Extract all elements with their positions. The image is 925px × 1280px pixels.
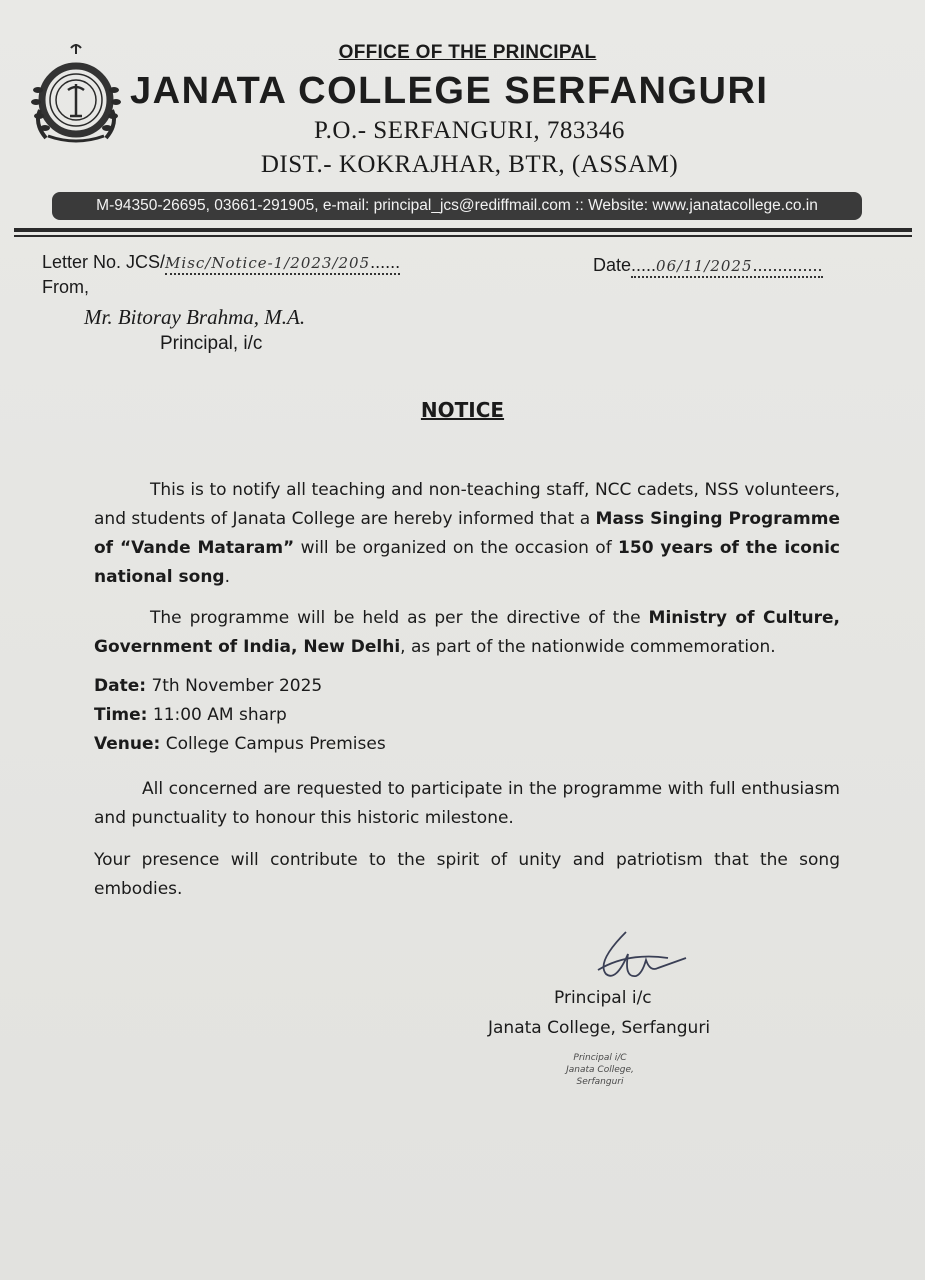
address-line-1: P.O.- SERFANGURI, 783346 [314,117,625,144]
sender-title: Principal, i/c [160,333,263,354]
letter-number-label: Letter No. JCS/ [42,252,166,272]
date-handwritten: 06/11/2025 [656,257,753,275]
event-time-value: 11:00 AM sharp [147,705,287,725]
from-label: From, [42,277,89,297]
event-date-value: 7th November 2025 [146,676,323,696]
paragraph-1 [94,476,840,592]
header-rule-thick [14,228,912,232]
date-label: Date [593,255,632,275]
event-venue-value: College Campus Premises [160,734,386,754]
signature-college: Janata College, Serfanguri [488,1018,711,1038]
college-name: JANATA COLLEGE SERFANGURI [130,70,769,112]
p2-bold-ministry: Ministry of Culture, Government of India, New Delhi [94,608,840,657]
p1-bold-programme: Mass Singing Programme of “Vande Mataram” [94,509,840,558]
header-rule-thin [14,235,912,237]
notice-title: NOTICE [420,398,505,422]
p1-text-a: This is to notify all teaching and non-teaching staff, NCC cadets, NSS volunteers, and students of Janata College are hereby informed that a [94,480,840,529]
p2-text-a: The programme will be held as per the directive of the [150,608,649,628]
paragraph-4: All concerned are requested to participate in the programme with full enthusiasm and punctuality to honour this historic milestone. [94,779,840,828]
event-venue-label: Venue: [94,734,161,754]
p1-bold-anniversary: 150 years of the iconic national song [94,538,840,587]
letter-number-handwritten: Misc/Notice-1/2023/205 [165,254,371,272]
p2-text-c: , as part of the nationwide commemoration. [400,637,776,657]
sender-name: Mr. Bitoray Brahma, M.A. [84,305,306,329]
event-venue [94,730,386,759]
stamp-line-1: Principal i/C [573,1053,627,1063]
office-heading: OFFICE OF THE PRINCIPAL [338,42,597,63]
official-stamp [540,1052,660,1088]
signature-role: Principal i/c [554,988,652,1008]
contact-bar: M-94350-26695, 03661-291905, e-mail: principal_jcs@rediffmail.com :: Website: www.janatacollege.co.in [52,192,862,220]
p1-text-c: will be organized on the occasion of [294,538,619,558]
letter-date: Date.....06/11/2025.............. [593,255,823,278]
paragraph-5: Your presence will contribute to the spirit of unity and patriotism that the song embodies. [94,850,840,899]
event-date [94,672,322,701]
stamp-line-2: Janata College, [566,1065,634,1075]
p1-text-e: . [224,567,231,587]
letter-number: Letter No. JCS/Misc/Notice-1/2023/205...... [42,252,400,275]
address-line-2: DIST.- KOKRAJHAR, BTR, (ASSAM) [260,151,679,178]
event-time-label: Time: [94,705,148,725]
signature-scribble [578,926,698,996]
event-date-label: Date: [94,676,147,696]
paragraph-2 [94,604,840,662]
stamp-line-3: Serfanguri [576,1077,624,1087]
event-time [94,701,287,730]
